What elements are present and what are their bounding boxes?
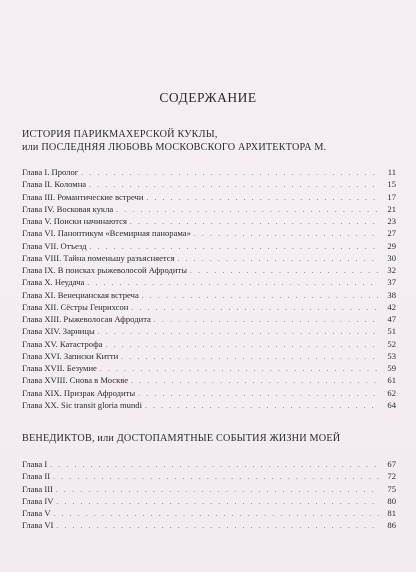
page-number: 11	[387, 167, 396, 177]
toc-title: СОДЕРЖАНИЕ	[159, 90, 257, 105]
dot-leader	[54, 508, 379, 520]
toc-entry	[22, 387, 396, 399]
dot-leader	[56, 484, 379, 496]
toc-entry	[22, 264, 396, 276]
chapter-title: Глава X. Неудача	[22, 277, 85, 288]
page-number: 17	[387, 191, 396, 202]
chapter-title: Глава V	[22, 508, 51, 518]
part1-heading-line2: или ПОСЛЕДНЯЯ ЛЮБОВЬ МОСКОВСКОГО АРХИТЕКТОРА М.	[22, 142, 327, 153]
chapter-title: Глава XIII. Рыжеволосая Афродита	[22, 314, 151, 324]
chapter-title: Глава XII. Сёстры Генрихсон	[22, 301, 129, 312]
part2-heading: ВЕНЕДИКТОВ, или ДОСТОПАМЯТНЫЕ СОБЫТИЯ ЖИЗНИ МОЕЙ	[22, 433, 341, 444]
dot-leader	[142, 290, 379, 302]
toc-entry	[22, 325, 396, 337]
toc-entry	[22, 362, 396, 374]
dot-leader	[50, 459, 379, 471]
toc-entry	[22, 374, 396, 386]
dot-leader	[131, 302, 379, 314]
toc-entry	[22, 203, 396, 215]
page-number: 15	[387, 179, 396, 190]
page-number: 67	[387, 459, 396, 469]
page-number: 61	[387, 375, 396, 386]
toc-entry	[22, 252, 396, 264]
page-number: 47	[387, 314, 396, 324]
part1-heading-line1: ИСТОРИЯ ПАРИКМАХЕРСКОЙ КУКЛЫ,	[22, 129, 218, 140]
toc-entry	[22, 350, 396, 362]
page-number: 81	[387, 508, 396, 518]
part1-chapter-list	[22, 166, 396, 411]
toc-entry	[22, 240, 396, 252]
chapter-title: Глава XIV. Зарницы	[22, 326, 95, 337]
chapter-title: Глава XI. Венецианская встреча	[22, 289, 139, 300]
toc-entry	[22, 178, 396, 190]
chapter-title: Глава XX. Sic transit gloria mundi	[22, 399, 142, 410]
page-number: 27	[387, 228, 396, 239]
chapter-title: Глава XIX. Призрак Афродиты	[22, 387, 136, 398]
chapter-title: Глава III	[22, 483, 53, 494]
dot-leader	[146, 192, 379, 204]
toc-entry	[22, 191, 396, 203]
chapter-title: Глава III. Романтические встречи	[22, 191, 144, 202]
page-number: 64	[387, 399, 396, 410]
dot-leader	[178, 253, 379, 265]
dot-leader	[121, 351, 379, 363]
chapter-title: Глава V. Поиски начинаются	[22, 216, 127, 226]
chapter-title: Глава XVIII. Снова в Москве	[22, 375, 129, 386]
chapter-title: Глава VIII. Тайна поменьшу разъясняется	[22, 252, 175, 263]
page-number: 52	[387, 338, 396, 349]
dot-leader	[98, 326, 379, 338]
dot-leader	[138, 388, 379, 400]
page-number: 51	[387, 326, 396, 337]
dot-leader	[145, 400, 379, 412]
chapter-title: Глава IV	[22, 495, 54, 506]
dot-leader	[154, 314, 379, 326]
part1-heading	[22, 128, 326, 154]
page-number: 32	[387, 265, 396, 275]
dot-leader	[105, 339, 379, 351]
page-number: 38	[387, 289, 396, 300]
dot-leader	[100, 363, 379, 375]
toc-entry	[22, 495, 396, 507]
page-number: 72	[387, 471, 396, 482]
toc-entry	[22, 227, 396, 239]
dot-leader	[56, 496, 379, 508]
page-number: 62	[387, 387, 396, 398]
page-number: 80	[387, 495, 396, 506]
toc-entry	[22, 458, 396, 470]
chapter-title: Глава VI. Паноптикум «Всемирная панорама»	[22, 228, 191, 239]
toc-entry	[22, 301, 396, 313]
toc-entry	[22, 470, 396, 482]
page-number: 75	[387, 483, 396, 494]
chapter-title: Глава I. Пролог	[22, 167, 79, 177]
page-number: 37	[387, 277, 396, 288]
toc-entry	[22, 519, 396, 531]
dot-leader	[116, 204, 379, 216]
toc-entry	[22, 313, 396, 325]
page-number: 42	[387, 301, 396, 312]
chapter-title: Глава VII. Отъезд	[22, 240, 87, 251]
chapter-title: Глава XVI. Записки Китти	[22, 350, 119, 361]
dot-leader	[53, 471, 379, 483]
chapter-title: Глава IV. Восковая кукла	[22, 203, 114, 214]
chapter-title: Глава I	[22, 459, 48, 469]
dot-leader	[56, 520, 379, 532]
page-number: 21	[387, 203, 396, 214]
toc-entry	[22, 215, 396, 227]
toc-entry	[22, 399, 396, 411]
page-number: 59	[387, 363, 396, 373]
chapter-title: Глава VI	[22, 520, 54, 531]
chapter-title: Глава II	[22, 471, 51, 482]
toc-entry	[22, 483, 396, 495]
page-number: 29	[387, 240, 396, 251]
dot-leader	[194, 228, 379, 240]
dot-leader	[131, 375, 379, 387]
page-number: 86	[387, 520, 396, 531]
page-number: 53	[387, 350, 396, 361]
chapter-title: Глава II. Коломна	[22, 179, 87, 190]
chapter-title: Глава XVII. Безумие	[22, 363, 97, 373]
toc-entry	[22, 289, 396, 301]
dot-leader	[81, 167, 379, 179]
toc-entry	[22, 507, 396, 519]
toc-entry	[22, 338, 396, 350]
toc-entry	[22, 166, 396, 178]
chapter-title: Глава XV. Катастрофа	[22, 338, 103, 349]
page-number: 23	[387, 216, 396, 226]
toc-entry	[22, 276, 396, 288]
part2-chapter-list	[22, 458, 396, 532]
dot-leader	[190, 265, 379, 277]
chapter-title: Глава IX. В поисках рыжеволосой Афродиты	[22, 265, 188, 275]
page-number: 30	[387, 252, 396, 263]
